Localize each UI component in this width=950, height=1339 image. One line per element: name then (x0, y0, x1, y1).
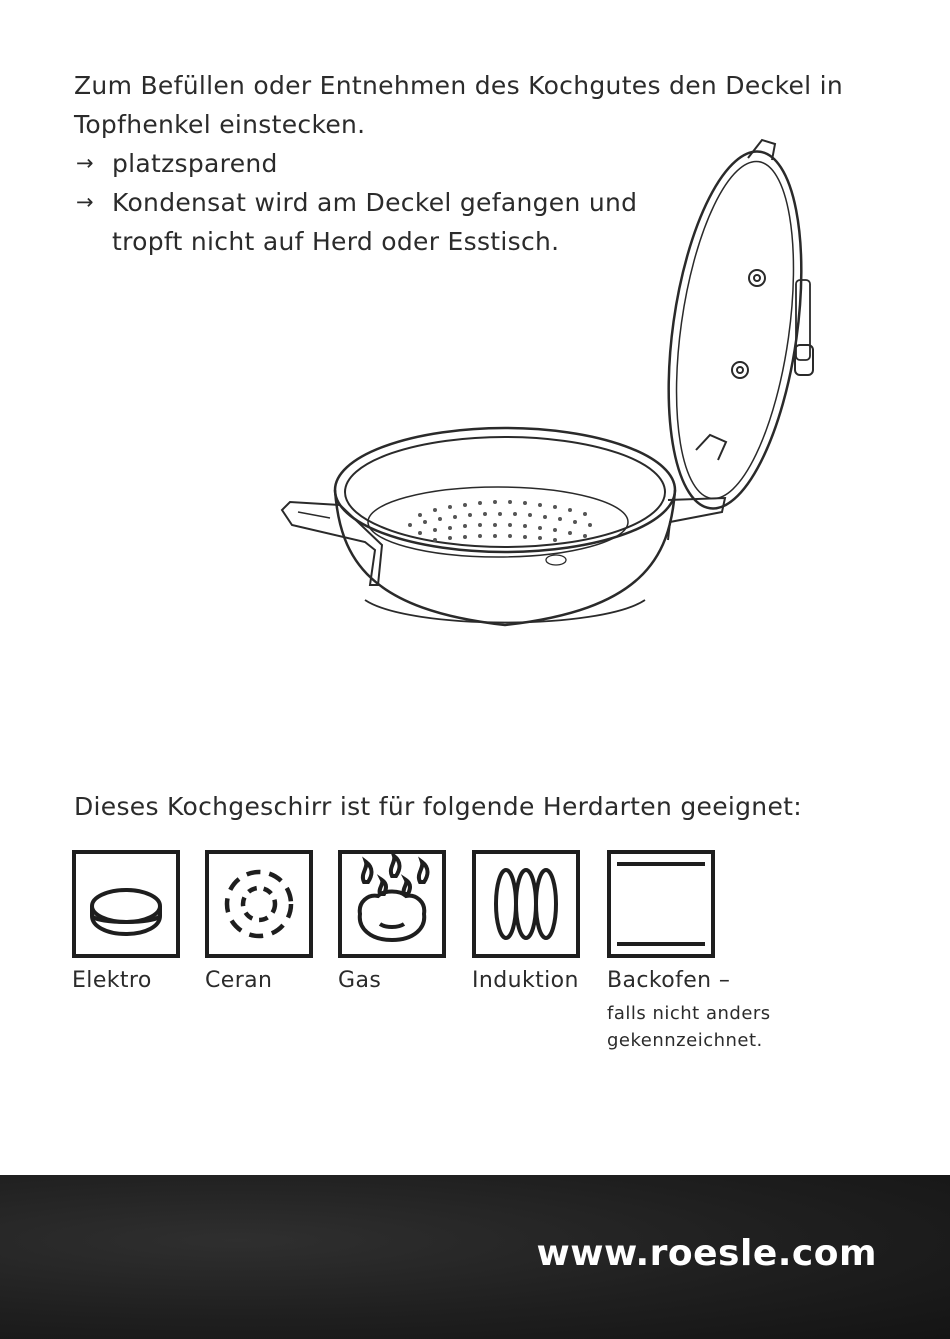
stove-label: Ceran (205, 968, 273, 993)
pan-with-lid-illustration (270, 130, 830, 650)
ceramic-hob-icon (205, 850, 313, 958)
stove-gas (338, 850, 446, 993)
stove-note-line: falls nicht anders (607, 1003, 771, 1024)
gas-hob-icon (338, 850, 446, 958)
footer-band (0, 1175, 950, 1339)
intro-text: Zum Befüllen oder Entnehmen des Kochgutes den Deckel in Topfhenkel einstecken. (74, 71, 844, 139)
stove-note-line: gekennzeichnet. (607, 1030, 763, 1051)
stoves-heading: Dieses Kochgeschirr ist für folgende Herdarten geeignet: (74, 792, 802, 821)
stove-induction (472, 850, 580, 993)
arrow-icon: → (76, 190, 94, 214)
induction-hob-icon (472, 850, 580, 958)
arrow-icon: → (76, 151, 94, 175)
bullet-text: Kondensat wird am Deckel gefangen und tropft nicht auf Herd oder Esstisch. (112, 188, 638, 256)
stove-label: Elektro (72, 968, 152, 993)
stove-label: Induktion (472, 968, 579, 993)
stove-note (607, 1000, 771, 1054)
stove-ceramic (205, 850, 313, 993)
stove-oven (607, 850, 771, 1051)
website-link[interactable]: www.roesle.com (536, 1233, 877, 1274)
bullet-text: platzsparend (112, 149, 278, 178)
stove-label: Backofen – (607, 968, 731, 993)
stove-label: Gas (338, 968, 382, 993)
stove-electric (72, 850, 180, 993)
oven-icon (607, 850, 715, 958)
electric-hob-icon (72, 850, 180, 958)
